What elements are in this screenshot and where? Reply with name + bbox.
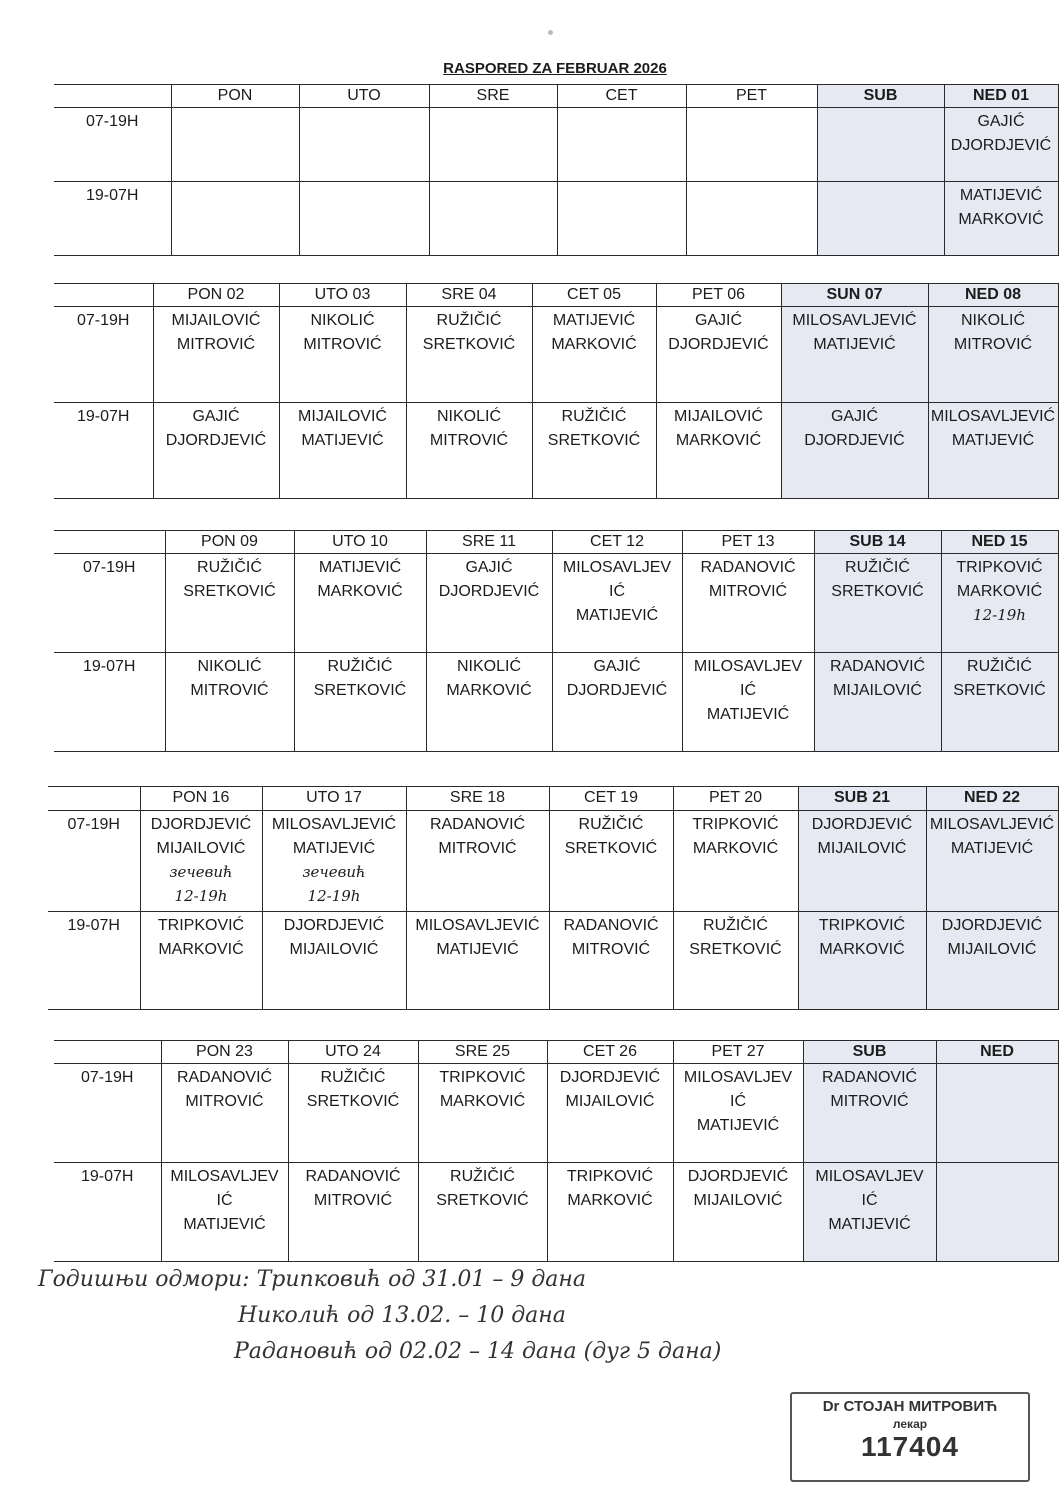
day-shift-cell: MILOSAVLJEVIĆ MATIJEVIĆ — [781, 307, 928, 403]
day-shift-cell — [936, 1064, 1058, 1163]
night-shift-cell: TRIPKOVIĆ MARKOVIĆ — [140, 911, 262, 1009]
day-shift-cell — [171, 108, 299, 182]
day-header: UTO 10 — [294, 531, 426, 554]
day-header: PET 06 — [656, 284, 781, 307]
night-shift-cell: MILOSAVLJEV IĆ MATIJEVIĆ — [803, 1163, 936, 1262]
day-shift-cell: TRIPKOVIĆ MARKOVIĆ — [673, 810, 798, 911]
day-shift-cell — [299, 108, 429, 182]
day-header: CET 19 — [549, 787, 673, 811]
day-shift-cell: MILOSAVLJEVIĆ MATIJEVIĆ — [926, 810, 1058, 911]
night-shift-cell: GAJIĆ DJORDJEVIĆ — [552, 653, 682, 752]
day-shift-cell: GAJIĆ DJORDJEVIĆ — [426, 554, 552, 653]
shift-label: 19-07H — [48, 911, 140, 1009]
night-shift-cell — [429, 182, 557, 256]
night-shift-cell: TRIPKOVIĆ MARKOVIĆ — [798, 911, 926, 1009]
day-shift-cell: MILOSAVLJEV IĆ MATIJEVIĆ — [552, 554, 682, 653]
handwritten-hours-note: зечевић 12-19h — [169, 862, 233, 905]
shift-label: 07-19H — [54, 108, 171, 182]
night-shift-cell — [557, 182, 686, 256]
day-shift-cell: DJORDJEVIĆ MIJAILOVIĆ — [798, 810, 926, 911]
day-shift-cell: RADANOVIĆ MITROVIĆ — [161, 1064, 288, 1163]
night-shift-cell: DJORDJEVIĆ MIJAILOVIĆ — [673, 1163, 803, 1262]
night-shift-cell: DJORDJEVIĆ MIJAILOVIĆ — [926, 911, 1058, 1009]
day-header: PET 20 — [673, 787, 798, 811]
day-header: SRE 18 — [406, 787, 549, 811]
shift-label: 19-07H — [54, 182, 171, 256]
day-header: PON 02 — [153, 284, 279, 307]
night-shift-cell: MILOSAVLJEVIĆ MATIJEVIĆ — [928, 403, 1058, 499]
stamp-name: Dr СТОЈАН МИТРОВИЋ — [822, 1398, 998, 1415]
day-header: PET 13 — [682, 531, 814, 554]
night-shift-cell: NIKOLIĆ MITROVIĆ — [165, 653, 294, 752]
doctor-stamp — [790, 1392, 1030, 1482]
schedule-week-5 — [54, 1040, 1059, 1262]
night-shift-cell — [817, 182, 944, 256]
day-shift-cell — [429, 108, 557, 182]
schedule-week-2 — [54, 283, 1059, 499]
day-shift-cell — [557, 108, 686, 182]
note-line: Николић од 13.02. – 10 дана — [238, 1303, 566, 1328]
note-line: Радановић од 02.02 – 14 дана (дуг 5 дана) — [234, 1339, 722, 1364]
shift-label: 07-19H — [54, 307, 153, 403]
doctor-names: TRIPKOVIĆ MARKOVIĆ — [956, 559, 1043, 601]
night-shift-cell: MIJAILOVIĆ MARKOVIĆ — [656, 403, 781, 499]
night-shift-cell: NIKOLIĆ MARKOVIĆ — [426, 653, 552, 752]
day-shift-cell — [817, 108, 944, 182]
handwritten-hours-note: зечевић 12-19h — [302, 862, 366, 905]
handwritten-hours-note: 12-19h — [973, 606, 1026, 625]
night-shift-cell — [686, 182, 817, 256]
page-title: RASPORED ZA FEBRUAR 2026 — [443, 60, 667, 77]
shift-label: 07-19H — [54, 1064, 161, 1163]
day-header: SRE 25 — [418, 1041, 547, 1064]
handwritten-vacation-notes — [38, 1262, 738, 1370]
night-shift-cell: RUŽIČIĆ SRETKOVIĆ — [532, 403, 656, 499]
day-shift-cell — [686, 108, 817, 182]
header-corner — [54, 284, 153, 307]
day-shift-cell: MILOSAVLJEV IĆ MATIJEVIĆ — [673, 1064, 803, 1163]
night-shift-cell: RADANOVIĆ MIJAILOVIĆ — [814, 653, 941, 752]
day-shift-cell — [262, 810, 406, 911]
day-header: SUB — [803, 1041, 936, 1064]
day-shift-cell: NIKOLIĆ MITROVIĆ — [928, 307, 1058, 403]
night-shift-cell: MILOSAVLJEV IĆ MATIJEVIĆ — [161, 1163, 288, 1262]
night-shift-cell — [299, 182, 429, 256]
day-header: UTO 03 — [279, 284, 406, 307]
night-shift-cell: NIKOLIĆ MITROVIĆ — [406, 403, 532, 499]
day-shift-cell: MATIJEVIĆ MARKOVIĆ — [532, 307, 656, 403]
night-shift-cell — [936, 1163, 1058, 1262]
doctor-names: MILOSAVLJEVIĆ MATIJEVIĆ — [271, 815, 397, 857]
night-shift-cell: TRIPKOVIĆ MARKOVIĆ — [547, 1163, 673, 1262]
night-shift-cell: RUŽIČIĆ SRETKOVIĆ — [941, 653, 1058, 752]
day-header: UTO 24 — [288, 1041, 418, 1064]
day-shift-cell: RUŽIČIĆ SRETKOVIĆ — [288, 1064, 418, 1163]
day-header: SUB 21 — [798, 787, 926, 811]
day-shift-cell: RADANOVIĆ MITROVIĆ — [803, 1064, 936, 1163]
shift-label: 19-07H — [54, 403, 153, 499]
header-corner — [54, 531, 165, 554]
day-shift-cell: GAJIĆ DJORDJEVIĆ — [656, 307, 781, 403]
day-shift-cell: DJORDJEVIĆ MIJAILOVIĆ — [547, 1064, 673, 1163]
day-shift-cell: MATIJEVIĆ MARKOVIĆ — [294, 554, 426, 653]
header-corner — [48, 787, 140, 811]
stamp-role: лекар — [892, 1417, 928, 1431]
day-header: NED 15 — [941, 531, 1058, 554]
day-header: PON 23 — [161, 1041, 288, 1064]
day-header: SRE — [429, 85, 557, 108]
day-header: SRE 11 — [426, 531, 552, 554]
day-header: PET 27 — [673, 1041, 803, 1064]
header-corner — [54, 1041, 161, 1064]
day-shift-cell: RUŽIČIĆ SRETKOVIĆ — [406, 307, 532, 403]
shift-label: 07-19H — [54, 554, 165, 653]
schedule-week-3 — [54, 530, 1059, 752]
day-shift-cell: NIKOLIĆ MITROVIĆ — [279, 307, 406, 403]
stamp-number: 117404 — [861, 1431, 959, 1462]
note-line: Годишњи одмори: Трипковић од 31.01 – 9 дана — [38, 1267, 586, 1292]
day-header: PON 09 — [165, 531, 294, 554]
night-shift-cell: MILOSAVLJEVIĆ MATIJEVIĆ — [406, 911, 549, 1009]
day-header: PET — [686, 85, 817, 108]
day-header: CET 12 — [552, 531, 682, 554]
shift-label: 07-19H — [48, 810, 140, 911]
day-header: UTO — [299, 85, 429, 108]
scan-dot — [548, 30, 553, 35]
night-shift-cell: RUŽIČIĆ SRETKOVIĆ — [294, 653, 426, 752]
day-shift-cell: MIJAILOVIĆ MITROVIĆ — [153, 307, 279, 403]
night-shift-cell: RUŽIČIĆ SRETKOVIĆ — [673, 911, 798, 1009]
night-shift-cell: DJORDJEVIĆ MIJAILOVIĆ — [262, 911, 406, 1009]
night-shift-cell: RUŽIČIĆ SRETKOVIĆ — [418, 1163, 547, 1262]
day-shift-cell: RUŽIČIĆ SRETKOVIĆ — [549, 810, 673, 911]
schedule-week-4 — [48, 786, 1059, 1010]
shift-label: 19-07H — [54, 1163, 161, 1262]
day-header: NED 22 — [926, 787, 1058, 811]
day-header: NED — [936, 1041, 1058, 1064]
day-header: CET 05 — [532, 284, 656, 307]
day-header: CET — [557, 85, 686, 108]
day-shift-cell: RUŽIČIĆ SRETKOVIĆ — [165, 554, 294, 653]
schedule-week-1 — [54, 84, 1059, 256]
day-header: PON — [171, 85, 299, 108]
day-header: NED 01 — [944, 85, 1058, 108]
day-header: SUB — [817, 85, 944, 108]
day-shift-cell: TRIPKOVIĆ MARKOVIĆ — [418, 1064, 547, 1163]
day-shift-cell: RUŽIČIĆ SRETKOVIĆ — [814, 554, 941, 653]
night-shift-cell: MILOSAVLJEV IĆ MATIJEVIĆ — [682, 653, 814, 752]
night-shift-cell: MIJAILOVIĆ MATIJEVIĆ — [279, 403, 406, 499]
day-header: PON 16 — [140, 787, 262, 811]
night-shift-cell: MATIJEVIĆ MARKOVIĆ — [944, 182, 1058, 256]
day-shift-cell: GAJIĆ DJORDJEVIĆ — [944, 108, 1058, 182]
day-shift-cell — [140, 810, 262, 911]
night-shift-cell: GAJIĆ DJORDJEVIĆ — [781, 403, 928, 499]
day-header: SRE 04 — [406, 284, 532, 307]
day-header: CET 26 — [547, 1041, 673, 1064]
night-shift-cell: RADANOVIĆ MITROVIĆ — [549, 911, 673, 1009]
day-header: UTO 17 — [262, 787, 406, 811]
day-header: SUB 14 — [814, 531, 941, 554]
day-header: NED 08 — [928, 284, 1058, 307]
night-shift-cell — [171, 182, 299, 256]
doctor-names: DJORDJEVIĆ MIJAILOVIĆ — [150, 815, 252, 857]
night-shift-cell: GAJIĆ DJORDJEVIĆ — [153, 403, 279, 499]
night-shift-cell: RADANOVIĆ MITROVIĆ — [288, 1163, 418, 1262]
header-corner — [54, 85, 171, 108]
day-header: SUN 07 — [781, 284, 928, 307]
day-shift-cell: RADANOVIĆ MITROVIĆ — [682, 554, 814, 653]
day-shift-cell — [941, 554, 1058, 653]
shift-label: 19-07H — [54, 653, 165, 752]
day-shift-cell: RADANOVIĆ MITROVIĆ — [406, 810, 549, 911]
